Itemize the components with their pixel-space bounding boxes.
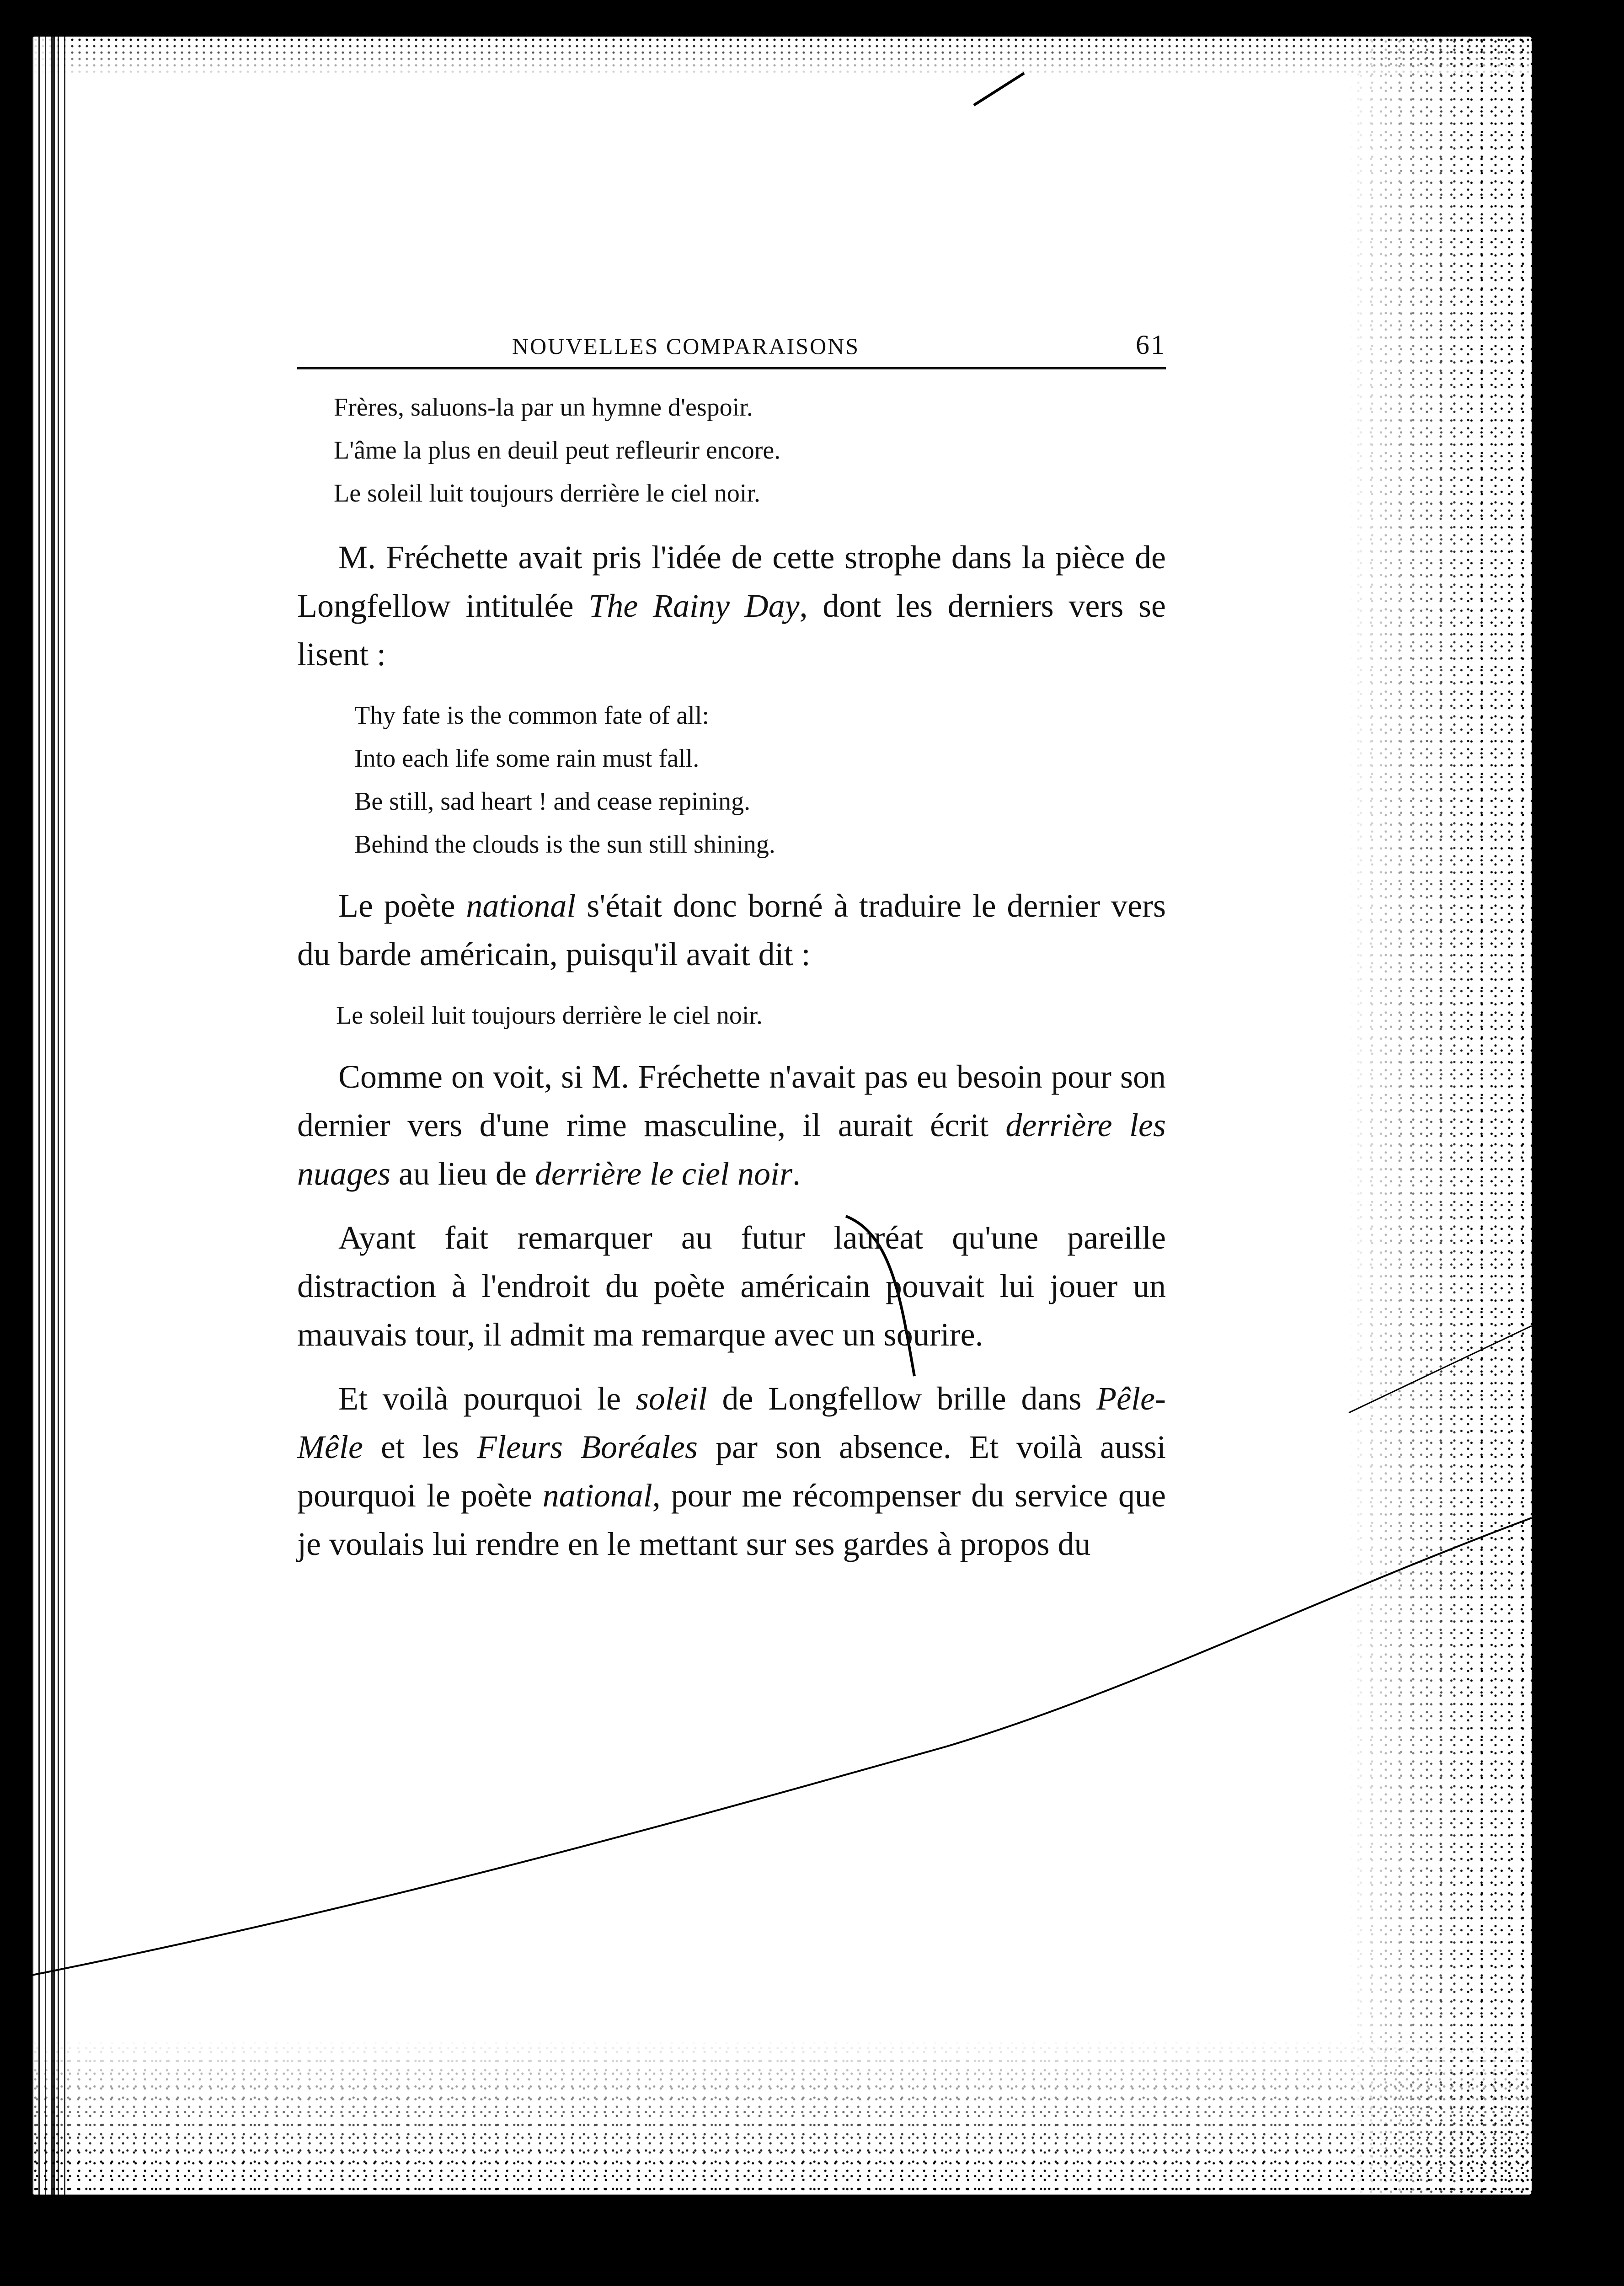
- verse-line: Thy fate is the common fate of all:: [354, 701, 709, 730]
- paragraph-text: et les: [363, 1429, 477, 1465]
- binding-edge: [32, 37, 69, 2195]
- running-head-title: NOUVELLES COMPARAISONS: [512, 333, 860, 359]
- paragraph-text: , pour me récompenser du service que je voulais lui rendre en le mettant sur ses gardes à propos du: [297, 1477, 1166, 1562]
- scan-noise-right: [1349, 37, 1532, 2195]
- italic-title: Fleurs Boréales: [477, 1429, 698, 1465]
- tick-mark: [974, 73, 1024, 105]
- paragraph: [297, 1052, 1166, 1198]
- verse-quote-2: [297, 694, 1166, 866]
- verse-line: L'âme la plus en deuil peut refleurir encore.: [334, 436, 781, 465]
- verse-quote-3: [297, 994, 1166, 1037]
- italic-phrase: derrière le ciel noir: [534, 1155, 793, 1192]
- paragraph: [297, 881, 1166, 978]
- paragraph-text: au lieu de: [390, 1155, 535, 1192]
- verse-line: Behind the clouds is the sun still shining.: [354, 830, 775, 859]
- scan-noise-bottom: [32, 2039, 1532, 2195]
- scan-noise-top: [32, 37, 1532, 78]
- paragraph-text: s'était donc borné à traduire le dernier vers du barde américain, puisqu'il avait dit :: [297, 887, 1166, 972]
- paragraph-text: , dont les derniers vers se lisent :: [297, 588, 1166, 673]
- paragraph-text: de Longfellow brille dans: [707, 1380, 1097, 1417]
- paragraph: Ayant fait remarquer au futur lauréat qu'une pareille distraction à l'endroit du poète américain pouvait lui jouer un mauvais tour, il admit ma remarque avec un sourire.: [297, 1219, 1166, 1353]
- paragraph-text: Le poète: [338, 887, 466, 924]
- italic-title: The Rainy Day: [588, 588, 800, 624]
- scanned-page: [32, 37, 1532, 2195]
- long-pencil-line: [32, 1518, 1532, 1975]
- paragraph-text: .: [792, 1155, 801, 1192]
- verse-line: Le soleil luit toujours derrière le ciel noir.: [336, 1001, 763, 1030]
- page-text: [297, 329, 1166, 1584]
- page-number: 61: [1136, 330, 1166, 360]
- italic-word: national: [542, 1477, 652, 1514]
- paragraph-text: par son absence. Et voilà aussi pourquoi le poète: [297, 1429, 1166, 1514]
- verse-line: Frères, saluons-la par un hymne d'espoir.: [334, 393, 753, 422]
- verse-quote-1: [297, 386, 1166, 515]
- paragraph: [297, 1374, 1166, 1568]
- paragraph-text: Et voilà pourquoi le: [338, 1380, 636, 1417]
- paragraph-text: M. Fréchette avait pris l'idée de cette strophe dans la pièce de Longfellow intitulée: [297, 539, 1166, 624]
- italic-word: national: [466, 887, 576, 924]
- paragraph: [297, 533, 1166, 678]
- paragraph-text: Comme on voit, si M. Fréchette n'avait pas eu besoin pour son dernier vers d'une rime masculine, il aurait écrit: [297, 1058, 1166, 1143]
- italic-title: Pêle-Mêle: [297, 1380, 1166, 1465]
- italic-phrase: derrière les nuages: [297, 1107, 1166, 1192]
- verse-line: Into each life some rain must fall.: [354, 744, 700, 773]
- verse-line: Le soleil luit toujours derrière le ciel noir.: [334, 479, 761, 507]
- italic-word: soleil: [636, 1380, 707, 1417]
- verse-line: Be still, sad heart ! and cease repining.: [354, 787, 751, 816]
- running-head: [297, 329, 1166, 369]
